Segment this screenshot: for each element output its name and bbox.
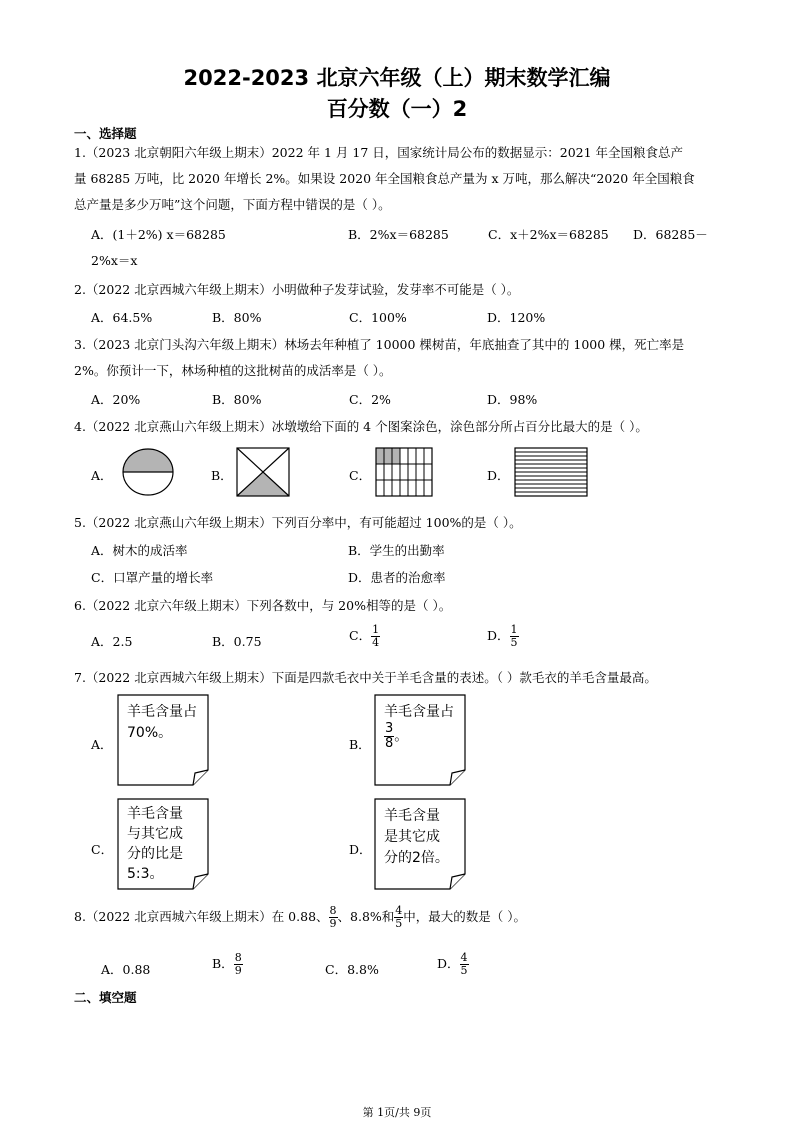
grid-shaded-columns-figure — [375, 447, 433, 497]
quarter-shaded-square-figure — [236, 447, 290, 497]
doc-title-line1: 2022-2023 北京六年级（上）期末数学汇编 — [183, 66, 611, 90]
q7-note-d-text: 羊毛含量是其它成分的2倍。 — [384, 808, 449, 866]
q3-stem-line1: 3.（2023 北京门头沟六年级上期末）林场去年种植了 10000 棵树苗，年底抽查了其中的 1000 棵，死亡率是 — [74, 337, 685, 352]
q7-option-d[interactable]: D． — [349, 842, 372, 857]
section-heading-choice: 一、选择题 — [74, 126, 137, 141]
q8-option-c[interactable]: C．8.8% — [325, 962, 379, 977]
q7-note-a-text: 羊毛含量占70%。 — [127, 704, 197, 741]
half-shaded-circle-figure — [121, 447, 175, 497]
q7-option-c[interactable]: C． — [91, 842, 114, 857]
q3-option-a[interactable]: A．20% — [91, 392, 141, 407]
q8-stem-fraction-1: $\frac{8}{9}$ — [329, 904, 337, 930]
q8-option-b[interactable]: B． $\frac{8}{9}$ — [212, 951, 242, 977]
q3-stem-line2: 2%。你预计一下，林场种植的这批树苗的成活率是（ ）。 — [74, 363, 392, 378]
q2-option-a[interactable]: A．64.5% — [91, 310, 153, 325]
q5-stem: 5.（2022 北京燕山六年级上期末）下列百分率中，有可能超过 100%的是（ ）。 — [74, 515, 522, 530]
q1-option-c[interactable]: C．x＋2%x＝68285 — [488, 227, 609, 242]
q3-option-c[interactable]: C．2% — [349, 392, 391, 407]
q6-option-c-label: C． — [349, 628, 372, 643]
q1-option-d[interactable]: D．68285－ — [633, 227, 708, 242]
q7-note-d — [374, 798, 466, 890]
q4-option-a[interactable]: A． — [91, 468, 113, 483]
q7-note-c-text: 羊毛含量与其它成分的比是5:3。 — [127, 806, 183, 882]
q1-stem-line3: 总产量是多少万吨”这个问题，下面方程中错误的是（ ）。 — [74, 197, 391, 212]
q7-note-b-fraction: $\frac{3}{8}$ — [385, 721, 394, 751]
q6-option-c[interactable] — [349, 624, 380, 649]
q6-option-b[interactable]: B．0.75 — [212, 634, 262, 649]
q2-option-c[interactable]: C．100% — [349, 310, 407, 325]
q2-option-d[interactable]: D．120% — [487, 310, 546, 325]
q7-stem: 7.（2022 北京西城六年级上期末）下面是四款毛衣中关于羊毛含量的表述。（ ）款毛衣的羊毛含量最高。 — [74, 670, 657, 685]
q1-stem-line2: 量 68285 万吨，比 2020 年增长 2%。如果设 2020 年全国粮食总产量为 x 万吨，那么解决“2020 年全国粮食 — [74, 171, 695, 186]
q7-option-b[interactable]: B． — [349, 737, 371, 752]
q3-option-d[interactable]: D．98% — [487, 392, 538, 407]
q1-option-d-cont: 2%x＝x — [91, 253, 138, 268]
q4-option-b[interactable]: B． — [211, 468, 233, 483]
q6-option-d-label: D． — [487, 628, 510, 643]
q8-stem: 8.（2022 北京西城六年级上期末）在 0.88、 $\frac{8}{9}$ 、8.8%和 $\frac{4}{5}$ 中，最大的数是（ ）。 — [74, 904, 527, 930]
striped-rectangle-figure — [514, 447, 588, 497]
q7-option-a[interactable]: A． — [91, 737, 113, 752]
q5-option-c[interactable]: C．口罩产量的增长率 — [91, 570, 214, 585]
q5-option-d[interactable]: D．患者的治愈率 — [348, 570, 446, 585]
q1-option-b[interactable]: B．2%x＝68285 — [348, 227, 449, 242]
q7-note-b-text: 羊毛含量占 $\frac{3}{8}$ 。 — [384, 704, 454, 751]
q8-option-d[interactable]: D． $\frac{4}{5}$ — [437, 951, 468, 977]
q8-option-b-fraction: $\frac{8}{9}$ — [234, 951, 242, 977]
q1-option-a[interactable]: A．(1＋2%) x＝68285 — [91, 227, 226, 242]
q7-note-a — [117, 694, 209, 786]
q1-stem-line1: 1.（2023 北京朝阳六年级上期末）2022 年 1 月 17 日，国家统计局公布的数据显示：2021 年全国粮食总产 — [74, 145, 684, 160]
q6-option-a[interactable]: A．2.5 — [91, 634, 133, 649]
q2-option-b[interactable]: B．80% — [212, 310, 262, 325]
q4-option-d[interactable]: D． — [487, 468, 510, 483]
doc-title-line2: 百分数（一）2 — [326, 97, 468, 121]
q6-option-c-fraction: $\frac{1}{4}$ — [372, 623, 380, 649]
q7-note-b — [374, 694, 466, 786]
section-heading-fill: 二、填空题 — [74, 990, 137, 1005]
q8-option-d-fraction: $\frac{4}{5}$ — [460, 951, 468, 977]
q6-option-d[interactable] — [487, 624, 519, 649]
q6-option-d-fraction: $\frac{1}{5}$ — [510, 623, 518, 649]
q7-note-c — [117, 798, 209, 890]
q4-option-c[interactable]: C． — [349, 468, 372, 483]
q6-stem: 6.（2022 北京六年级上期末）下列各数中，与 20%相等的是（ ）。 — [74, 598, 452, 613]
q4-stem: 4.（2022 北京燕山六年级上期末）冰墩墩给下面的 4 个图案涂色，涂色部分所占百分比最大的是（ ）。 — [74, 419, 648, 434]
q3-option-b[interactable]: B．80% — [212, 392, 262, 407]
page-footer: 第 1页/共 9页 — [362, 1106, 432, 1119]
q8-option-a[interactable]: A．0.88 — [101, 962, 151, 977]
q2-stem: 2.（2022 北京西城六年级上期末）小明做种子发芽试验，发芽率不可能是（ ）。 — [74, 282, 520, 297]
q5-option-a[interactable]: A．树木的成活率 — [91, 543, 188, 558]
q8-stem-fraction-2: $\frac{4}{5}$ — [395, 904, 403, 930]
q5-option-b[interactable]: B．学生的出勤率 — [348, 543, 445, 558]
